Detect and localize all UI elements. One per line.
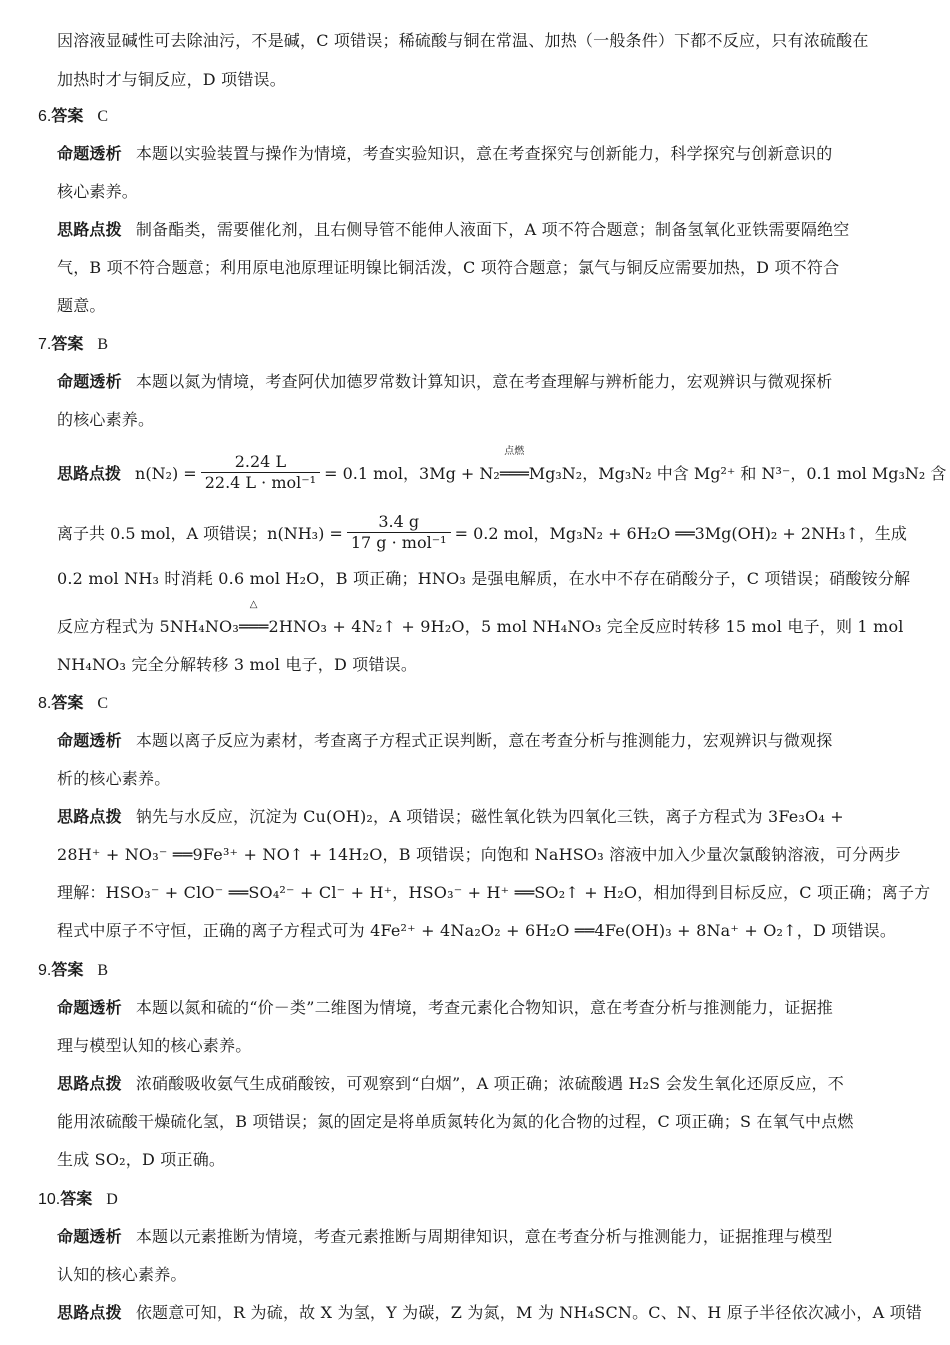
text-line: 认知的核心素养。 bbox=[57, 1265, 187, 1284]
answer-label: 答案 bbox=[60, 1189, 93, 1208]
text-line: 思路点拨 钠先与水反应，沉淀为 Cu(OH)₂，A 项错误；磁性氧化铁为四氧化三铁，离子方程式为 3Fe₃O₄ + bbox=[57, 807, 844, 826]
answer-value: B bbox=[97, 336, 109, 353]
text-line: 理与模型认知的核心素养。 bbox=[57, 1036, 252, 1055]
silu-label: 思路点拨 bbox=[57, 807, 122, 826]
mingti-label: 命题透析 bbox=[57, 144, 122, 163]
answer-label: 答案 bbox=[51, 693, 84, 712]
text-line: 思路点拨 浓硝酸吸收氨气生成硝酸铵，可观察到“白烟”，A 项正确；浓硫酸遇 H₂S 会发生氧化还原反应，不 bbox=[57, 1074, 844, 1093]
answer-value: C bbox=[97, 695, 109, 712]
text-line: 生成 SO₂，D 项正确。 bbox=[57, 1150, 226, 1169]
text-line: 0.2 mol NH₃ 时消耗 0.6 mol H₂O，B 项正确；HNO₃ 是强电解质，在水中不存在硝酸分子，C 项错误；硝酸铵分解 bbox=[57, 569, 911, 588]
mingti-label: 命题透析 bbox=[57, 731, 122, 750]
text-line: 题意。 bbox=[57, 296, 106, 315]
question-10-header bbox=[38, 1186, 118, 1213]
answer-label: 答案 bbox=[51, 106, 84, 125]
text-line: 气，B 项不符合题意；利用原电池原理证明镍比铜活泼，C 项符合题意；氯气与铜反应需要加热，D 项不符合 bbox=[57, 258, 840, 277]
text-line: 加热时才与铜反应，D 项错误。 bbox=[57, 70, 286, 89]
fraction: $\frac{3.4 g}{\text{17 g · mol⁻¹}}$ bbox=[347, 512, 451, 553]
equation-line: 思路点拨 n(N₂) = $\frac{2.24 L}{\text{22.4 L · mol⁻¹}}$ = 0.1 mol，3Mg + N₂ 点燃 ═══Mg₃N₂，Mg₃N₂ 中含 Mg²⁺ 和 N³⁻，0.1 mol Mg₃N₂ 含 bbox=[57, 446, 947, 492]
equation-line: 离子共 0.5 mol，A 项错误；n(NH₃) = $\frac{3.4 g}{\text{17 g · mol⁻¹}}$ = 0.2 mol，Mg₃N₂ + 6H₂O ══3Mg(OH)₂ + 2NH₃↑，生成 bbox=[57, 512, 907, 552]
text-line: 命题透析 本题以氮为情境，考查阿伏加德罗常数计算知识，意在考查理解与辨析能力，宏观辨识与微观探析 bbox=[57, 372, 833, 391]
reaction-arrow: △ ═══ bbox=[238, 599, 269, 636]
text-line: 能用浓硫酸干燥硫化氢，B 项错误；氮的固定是将单质氮转化为氮的化合物的过程，C 项正确；S 在氧气中点燃 bbox=[57, 1112, 854, 1131]
text-line: 28H⁺ + NO₃⁻ ══9Fe³⁺ + NO↑ + 14H₂O，B 项错误；向饱和 NaHSO₃ 溶液中加入少量次氯酸钠溶液，可分两步 bbox=[57, 845, 901, 864]
fraction: $\frac{2.24 L}{\text{22.4 L · mol⁻¹}}$ bbox=[201, 452, 320, 493]
mingti-label: 命题透析 bbox=[57, 1227, 122, 1246]
question-9-header bbox=[38, 957, 108, 984]
text-line: 程式中原子不守恒，正确的离子方程式可为 4Fe²⁺ + 4Na₂O₂ + 6H₂O ══4Fe(OH)₃ + 8Na⁺ + O₂↑，D 项错误。 bbox=[57, 921, 897, 940]
answer-value: D bbox=[106, 1191, 118, 1208]
text-line: 的核心素养。 bbox=[57, 410, 155, 429]
question-number: 8. bbox=[38, 695, 52, 712]
question-number: 7. bbox=[38, 336, 52, 353]
text-line: NH₄NO₃ 完全分解转移 3 mol 电子，D 项错误。 bbox=[57, 655, 418, 674]
answer-value: B bbox=[97, 962, 109, 979]
text-line: 思路点拨 制备酯类，需要催化剂，且右侧导管不能伸人液面下，A 项不符合题意；制备氢氧化亚铁需要隔绝空 bbox=[57, 220, 850, 239]
answer-label: 答案 bbox=[51, 334, 84, 353]
text-line: 思路点拨 依题意可知，R 为硫，故 X 为氢，Y 为碳，Z 为氮，M 为 NH₄SCN。C、N、H 原子半径依次减小，A 项错 bbox=[57, 1303, 923, 1322]
text-line: 命题透析 本题以离子反应为素材，考查离子方程式正误判断，意在考查分析与推测能力，宏观辨识与微观探 bbox=[57, 731, 833, 750]
mingti-label: 命题透析 bbox=[57, 372, 122, 391]
answer-label: 答案 bbox=[51, 960, 84, 979]
question-number: 9. bbox=[38, 962, 52, 979]
silu-label: 思路点拨 bbox=[57, 1074, 122, 1093]
text-line: 析的核心素养。 bbox=[57, 769, 171, 788]
silu-label: 思路点拨 bbox=[57, 220, 122, 239]
text-line: 核心素养。 bbox=[57, 182, 139, 201]
text-line: 因溶液显碱性可去除油污，不是碱，C 项错误；稀硫酸与铜在常温、加热（一般条件）下都不反应，只有浓硫酸在 bbox=[57, 31, 869, 50]
mingti-label: 命题透析 bbox=[57, 998, 122, 1017]
text-line: 命题透析 本题以元素推断为情境，考查元素推断与周期律知识，意在考查分析与推测能力，证据推理与模型 bbox=[57, 1227, 833, 1246]
reaction-arrow: 点燃 ═══ bbox=[499, 446, 529, 483]
question-8-header bbox=[38, 690, 108, 717]
text-line: 命题透析 本题以实验装置与操作为情境，考查实验知识，意在考查探究与创新能力，科学探究与创新意识的 bbox=[57, 144, 833, 163]
text-line: 命题透析 本题以氮和硫的“价－类”二维图为情境，考查元素化合物知识，意在考查分析与推测能力，证据推 bbox=[57, 998, 833, 1017]
silu-label: 思路点拨 bbox=[57, 464, 122, 483]
text-line: 反应方程式为 5NH₄NO₃ △ ═══2HNO₃ + 4N₂↑ + 9H₂O，5 mol NH₄NO₃ 完全反应时转移 15 mol 电子，则 1 mol bbox=[57, 614, 938, 640]
question-number: 6. bbox=[38, 108, 52, 125]
question-6-header bbox=[38, 103, 108, 130]
answer-value: C bbox=[97, 108, 109, 125]
question-7-header bbox=[38, 331, 108, 358]
question-number: 10. bbox=[38, 1191, 61, 1208]
text-line: 理解：HSO₃⁻ + ClO⁻ ══SO₄²⁻ + Cl⁻ + H⁺，HSO₃⁻ + H⁺ ══SO₂↑ + H₂O，相加得到目标反应，C 项正确；离子方 bbox=[57, 883, 931, 902]
silu-label: 思路点拨 bbox=[57, 1303, 122, 1322]
